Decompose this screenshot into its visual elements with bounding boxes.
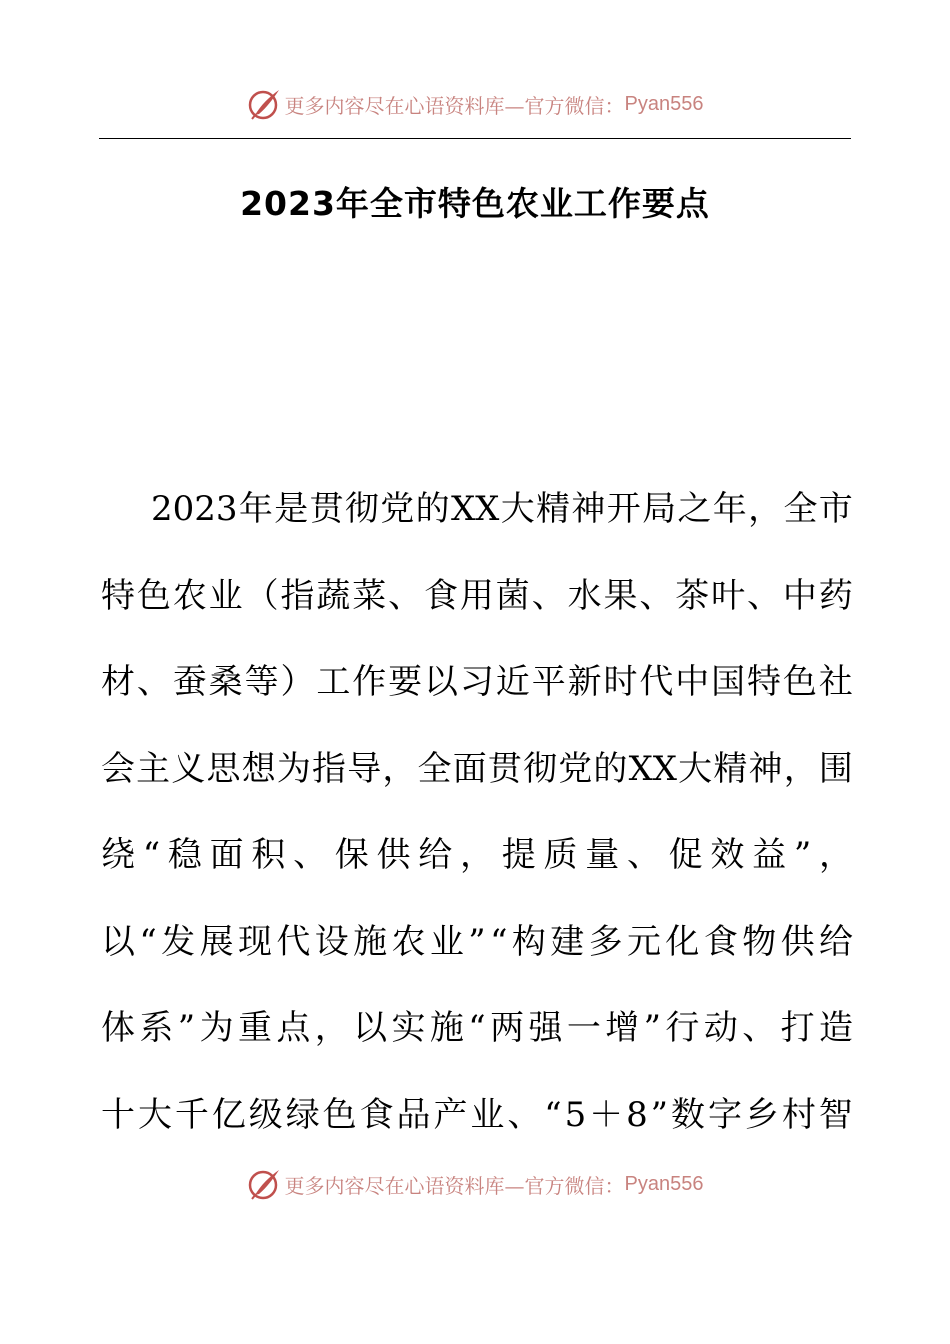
header-divider xyxy=(99,138,851,139)
body-line: 以 “ 发 展 现 代 设 施 农 业 ” “ 构 建 多 元 化 食 物 供 给 xyxy=(101,921,853,962)
document-body xyxy=(101,484,853,1176)
body-line: 会 主 义 思 想 为 指 导 ， 全 面 贯 彻 党 的 XX 大 精 神 ， 围 xyxy=(101,748,853,789)
footer-banner xyxy=(0,1164,950,1204)
header-banner-inner xyxy=(247,87,704,121)
quill-logo-icon xyxy=(247,87,281,121)
body-line: 材 、 蚕 桑 等 ） 工 作 要 以 习 近 平 新 时 代 中 国 特 色 社 xyxy=(101,662,853,702)
quill-logo-icon xyxy=(247,1167,281,1201)
footer-banner-inner xyxy=(247,1167,704,1201)
body-line: 体 系 ” 为 重 点 ， 以 实 施 “ 两 强 一 增 ” 行 动 、 打 造 xyxy=(101,1008,853,1048)
header-banner-text: 更多内容尽在心语资料库—官方微信： xyxy=(284,93,625,118)
body-line: 2023 年 是 贯 彻 党 的 XX 大 精 神 开 局 之 年 ， 全 市 xyxy=(151,489,853,529)
header-banner-id: Pyan556 xyxy=(624,92,704,115)
document-title: 2023年全市特色农业工作要点 xyxy=(240,184,710,223)
body-line: 特 色 农 业 （ 指 蔬 菜 、 食 用 菌 、 水 果 、 茶 叶 、 中 药 xyxy=(101,575,853,616)
footer-banner-id: Pyan556 xyxy=(624,1172,704,1195)
header-banner xyxy=(0,84,950,124)
footer-banner-text: 更多内容尽在心语资料库—官方微信： xyxy=(284,1173,625,1198)
body-line: 绕 “ 稳 面 积 、 保 供 给 ， 提 质 量 、 促 效 益 ” ， xyxy=(101,835,853,875)
body-line: 十 大 千 亿 级 绿 色 食 品 产 业 、 “ 5 ＋ 8 ” 数 字 乡 村 智 xyxy=(101,1094,853,1135)
